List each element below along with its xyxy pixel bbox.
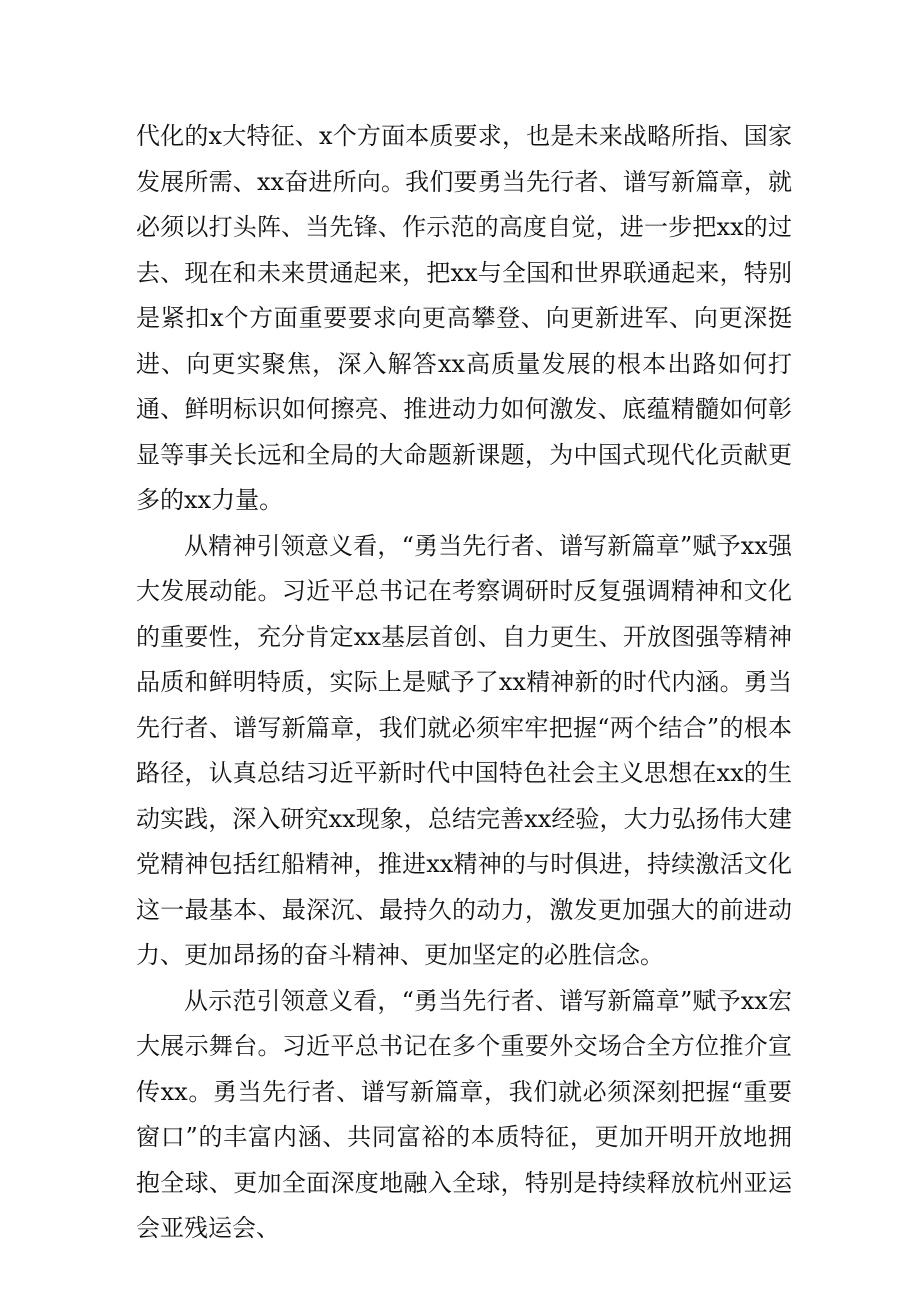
paragraph-demonstration-guidance: 从示范引领意义看，“勇当先行者、谱写新篇章”赋予xx宏大展示舞台。习近平总书记在多个重要外交场合全方位推介宣传xx。勇当先行者、谱写新篇章，我们就必须深刻把握“重要窗口”的丰富内涵、共同富裕的本质特征，更加开明开放地拥抱全球、更加全面深度地融入全球，特别是持续释放杭州亚运会亚残运会、 — [136, 986, 792, 1242]
document-body — [136, 114, 792, 1252]
paragraph-spiritual-guidance: 从精神引领意义看，“勇当先行者、谱写新篇章”赋予xx强大发展动能。习近平总书记在考察调研时反复强调精神和文化的重要性，充分肯定xx基层首创、自力更生、开放图强等精神品质和鲜明特质，实际上是赋予了xx精神新的时代内涵。勇当先行者、谱写新篇章，我们就必须牢牢把握“两个结合”的根本路径，认真总结习近平新时代中国特色社会主义思想在xx的生动实践，深入研究xx现象，总结完善xx经验，大力弘扬伟大建党精神包括红船精神，推进xx精神的与时俱进，持续激活文化这一最基本、最深沉、最持久的动力，激发更加强大的前进动力、更加昂扬的奋斗精神、更加坚定的必胜信念。 — [136, 531, 792, 969]
paragraph-continuation: 代化的x大特征、x个方面本质要求，也是未来战略所指、国家发展所需、xx奋进所向。我们要勇当先行者、谱写新篇章，就必须以打头阵、当先锋、作示范的高度自觉，进一步把xx的过去、现在和未来贯通起来，把xx与全国和世界联通起来，特别是紧扣x个方面重要要求向更高攀登、向更新进军、向更深挺进、向更实聚焦，深入解答xx高质量发展的根本出路如何打通、鲜明标识如何擦亮、推进动力如何激发、底蕴精髓如何彰显等事关长远和全局的大命题新课题，为中国式现代化贡献更多的xx力量。 — [136, 122, 792, 514]
